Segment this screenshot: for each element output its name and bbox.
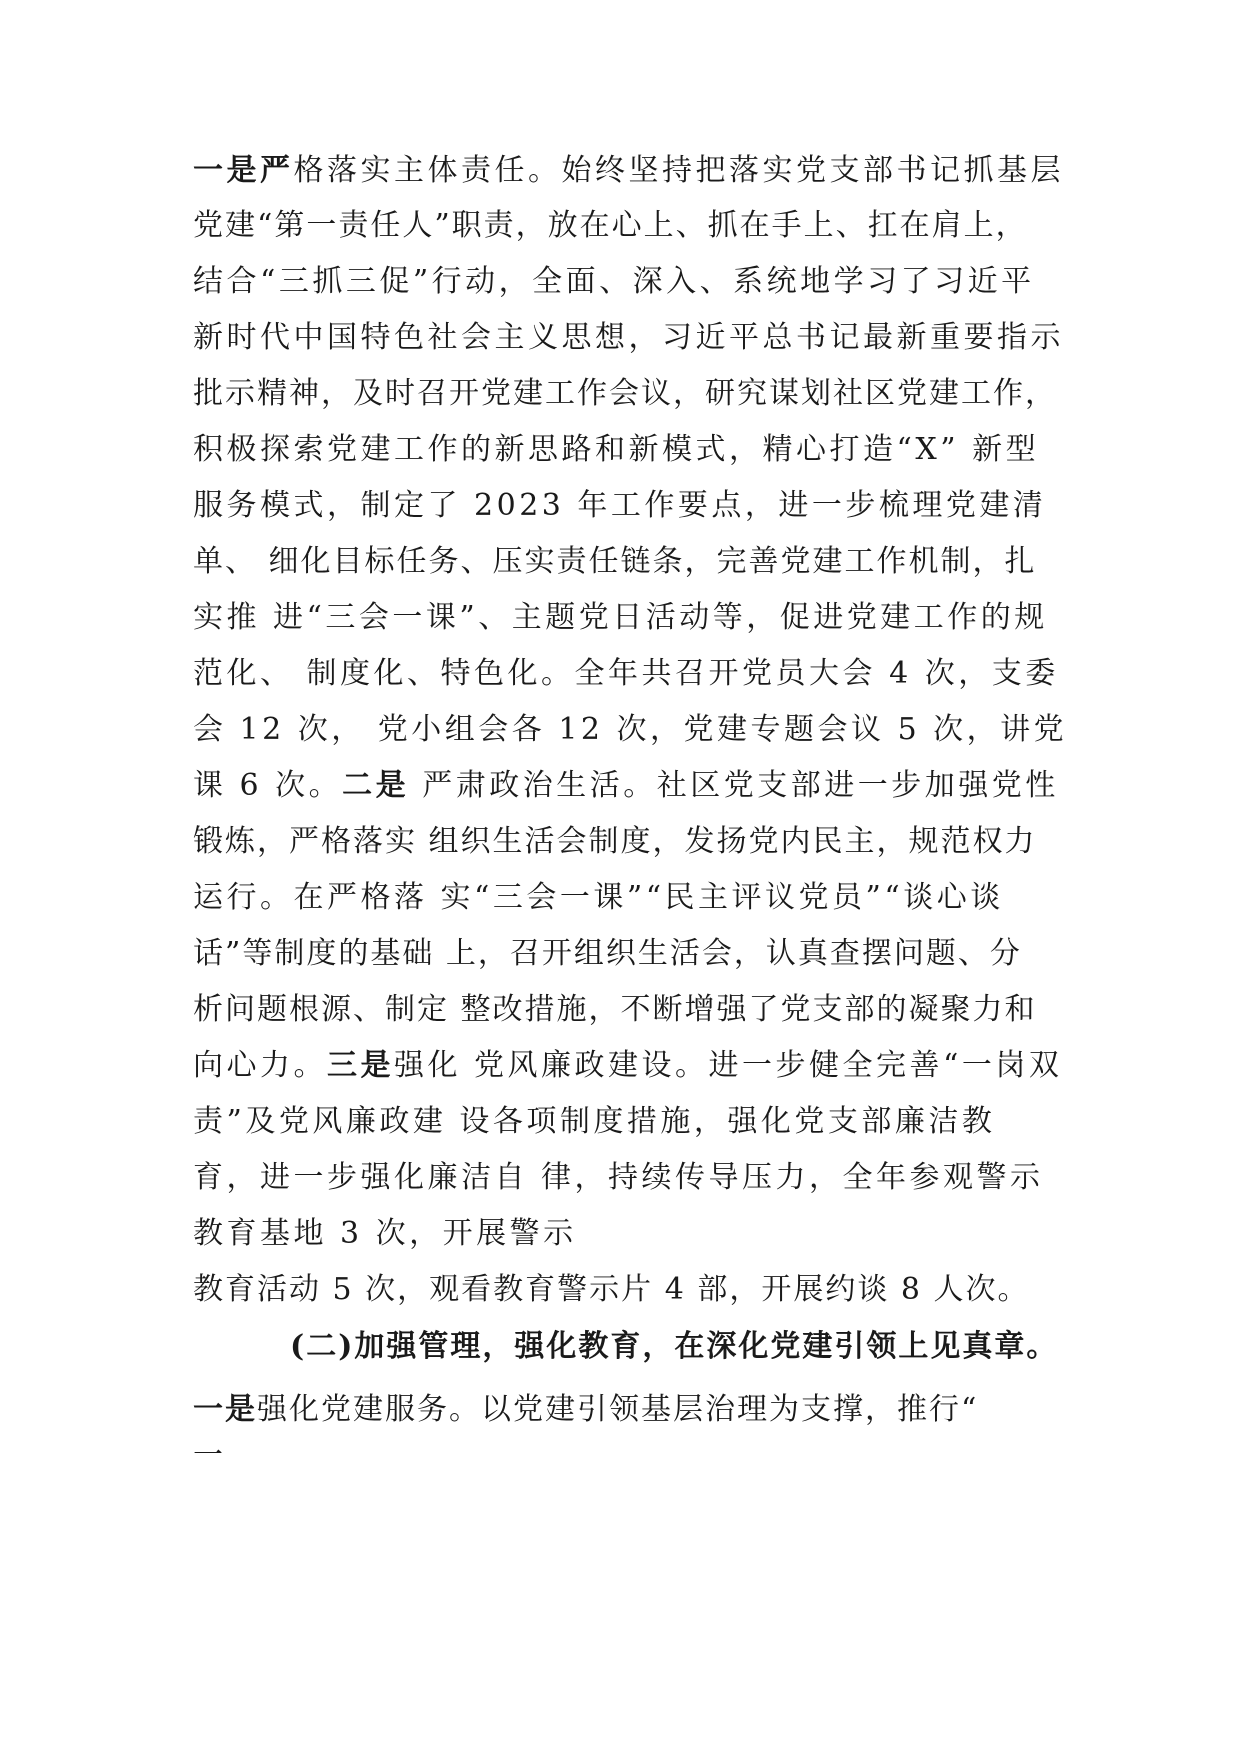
line-text: 强化 党风廉政建设。进一步健全完善“一岗双 bbox=[394, 1048, 1063, 1083]
paragraph-line: 会 12 次， 党小组会各 12 次，党建专题会议 5 次，讲党 bbox=[193, 712, 1068, 747]
paragraph-line: 教育基地 3 次，开展警示 bbox=[193, 1216, 577, 1251]
line-text: 格落实主体责任。始终坚持把落实党支部书记抓基层 bbox=[293, 153, 1064, 188]
paragraph-line bbox=[193, 1046, 1073, 1086]
paragraph-line: 育，进一步强化廉洁自 律，持续传导压力，全年参观警示 bbox=[193, 1160, 1044, 1195]
emphasis-lead: 二是 bbox=[342, 768, 410, 803]
line-text: 向心力。 bbox=[193, 1048, 327, 1083]
paragraph-line bbox=[193, 766, 1073, 806]
paragraph-line: 批示精神，及时召开党建工作会议，研究谋划社区党建工作， bbox=[193, 376, 1057, 411]
line-text: 强化党建服务。以党建引领基层治理为支撑，推行“ bbox=[257, 1392, 979, 1427]
paragraph-line: 党建“第一责任人”职责，放在心上、抓在手上、扛在肩上， bbox=[193, 208, 1028, 243]
paragraph-line: 服务模式，制定了 2023 年工作要点，进一步梳理党建清 bbox=[193, 488, 1047, 523]
line-text: 严肃政治生活。社区党支部进一步加强党性 bbox=[409, 768, 1059, 803]
paragraph-line bbox=[193, 1390, 1073, 1430]
paragraph-line: 教育活动 5 次，观看教育警示片 4 部，开展约谈 8 人次。 bbox=[193, 1272, 1030, 1307]
paragraph-line: 一 bbox=[193, 1438, 227, 1473]
paragraph-line: 新时代中国特色社会主义思想，习近平总书记最新重要指示 bbox=[193, 320, 1064, 355]
paragraph-line bbox=[193, 151, 1073, 191]
paragraph-line: 结合“三抓三促”行动，全面、深入、系统地学习了习近平 bbox=[193, 264, 1035, 299]
paragraph-line: 锻炼，严格落实 组织生活会制度，发扬党内民主，规范权力 bbox=[193, 824, 1037, 859]
emphasis-lead: 三是 bbox=[327, 1048, 394, 1083]
paragraph-line: 责”及党风廉政建 设各项制度措施，强化党支部廉洁教 bbox=[193, 1104, 996, 1139]
paragraph-line: 范化、 制度化、特色化。全年共召开党员大会 4 次，支委 bbox=[193, 656, 1059, 691]
paragraph-line: 单、 细化目标任务、压实责任链条，完善党建工作机制，扎 bbox=[193, 544, 1037, 579]
line-text: 课 6 次。 bbox=[193, 768, 343, 803]
section-heading: (二)加强管理，强化教育，在深化党建引领上见真章。 bbox=[290, 1329, 1059, 1364]
paragraph-line: 实推 进“三会一课”、主题党日活动等，促进党建工作的规 bbox=[193, 600, 1048, 635]
paragraph-line: 话”等制度的基础 上，召开组织生活会，认真查摆问题、分 bbox=[193, 936, 1022, 971]
paragraph-line: 运行。在严格落 实“三会一课”“民主评议党员”“谈心谈 bbox=[193, 880, 1004, 915]
emphasis-lead: 一是严 bbox=[193, 153, 294, 188]
paragraph-line: 析问题根源、制定 整改措施，不断增强了党支部的凝聚力和 bbox=[193, 992, 1037, 1027]
paragraph-line: 积极探索党建工作的新思路和新模式，精心打造“X” 新型 bbox=[193, 432, 1040, 467]
emphasis-lead: 一是 bbox=[193, 1392, 257, 1427]
